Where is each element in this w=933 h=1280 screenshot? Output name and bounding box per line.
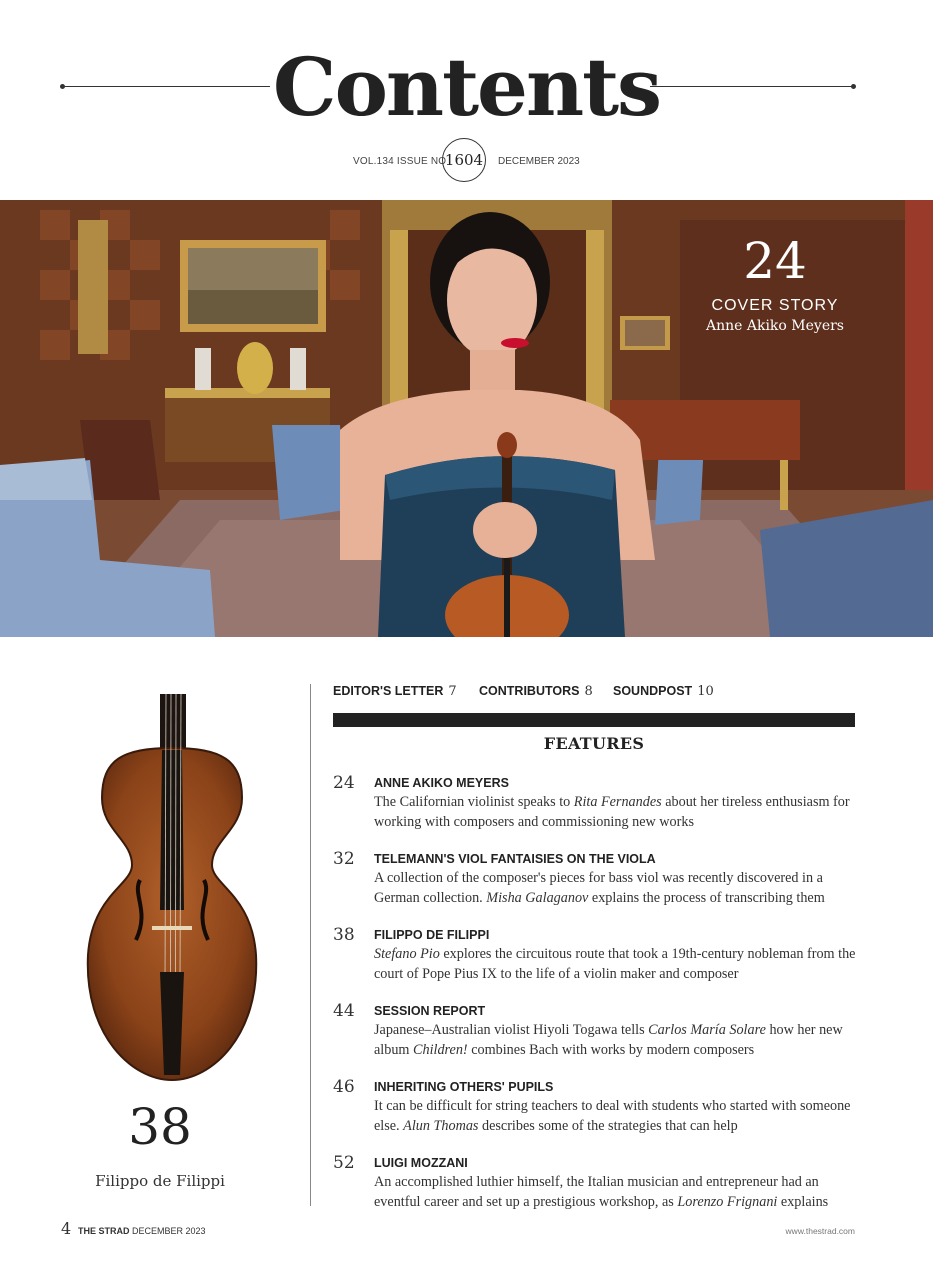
feature-page-number: 32 [333,849,355,869]
topic-soundpost[interactable]: SOUNDPOST 10 [613,684,714,699]
side-feature-caption[interactable]: Filippo de Filippi [95,1172,225,1190]
feature-title: ANNE AKIKO MEYERS [374,776,509,790]
feature-title: LUIGI MOZZANI [374,1156,468,1170]
feature-title: INHERITING OTHERS' PUPILS [374,1080,554,1094]
feature-page-number: 52 [333,1153,355,1173]
cover-story-label: COVER STORY [711,297,839,314]
feature-title: TELEMANN'S VIOL FANTAISIES ON THE VIOLA [374,852,656,866]
feature-description: The Californian violinist speaks to Rita Fernandes about her tireless enthusiasm for working with composers and commissioning new works [374,794,850,830]
feature-title: SESSION REPORT [374,1004,486,1018]
folio-number: 4 [61,1219,72,1238]
features-bar [333,713,855,727]
issue-line [0,138,933,182]
feature-description: Japanese–Australian violist Hiyoli Togawa tells Carlos María Solare how her new album Children! combines Bach with works by modern composers [374,1022,843,1058]
cover-story-name: Anne Akiko Meyers [705,318,844,334]
footer-url[interactable]: www.thestrad.com [785,1226,855,1236]
feature-description: Stefano Pio explores the circuitous route that took a 19th-century nobleman from the court of Pope Pius IX to the life of a violin maker and composer [374,946,856,982]
feature-description: It can be difficult for string teachers to deal with students who started with someone else. Alun Thomas describes some of the strategies that can help [374,1098,851,1134]
feature-title: FILIPPO DE FILIPPI [374,928,490,942]
page-title: Contents [272,40,661,134]
feature-page-number: 46 [333,1077,355,1097]
feature-page-number: 24 [333,773,355,793]
feature-description: A collection of the composer's pieces for bass viol was recently discovered in a German collection. Misha Galaganov explains the process of transcribing them [374,870,825,906]
issue-number-badge: 1604 [442,138,486,182]
issue-date: DECEMBER 2023 [498,156,580,167]
footer-magazine: THE STRAD DECEMBER 2023 [78,1226,206,1236]
cover-photo[interactable] [0,200,933,637]
column-divider [310,684,311,1206]
features-heading: FEATURES [543,734,645,753]
topic-editors-letter[interactable]: EDITOR'S LETTER 7 [333,684,457,699]
topic-contributors[interactable]: CONTRIBUTORS 8 [479,684,593,699]
violin-photo[interactable] [62,690,282,1090]
side-feature-page: 38 [128,1098,192,1156]
feature-description: An accomplished luthier himself, the Italian musician and entrepreneur had an eventful career and set up a prestigious workshop, as Lorenzo Frignani explains [374,1174,829,1210]
feature-page-number: 44 [333,1001,355,1021]
regulars-row [333,680,855,700]
cover-story-page: 24 [743,232,807,290]
volume-label: VOL.134 ISSUE NO [353,156,447,167]
feature-page-number: 38 [333,925,355,945]
